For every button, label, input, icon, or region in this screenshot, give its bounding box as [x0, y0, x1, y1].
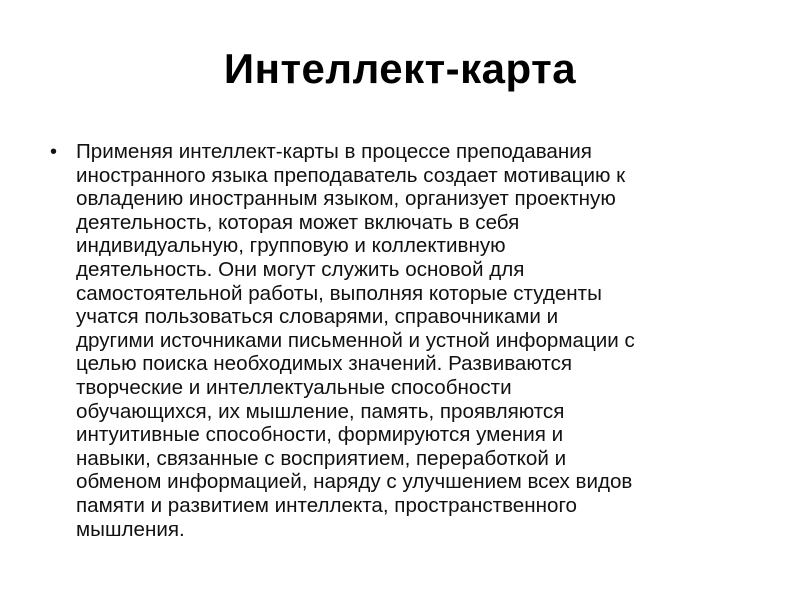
text-line: творческие и интеллектуальные способности [76, 375, 512, 399]
bullet-marker: • [50, 141, 58, 163]
text-line: иностранного языка преподаватель создает мотивацию к [76, 163, 626, 187]
bullet-item [48, 140, 760, 541]
slide-title: Интеллект-карта [223, 45, 577, 92]
bullet-list [48, 140, 760, 541]
text-line: учатся пользоваться словарями, справочниками и [76, 305, 559, 329]
text-line: интуитивные способности, формируются умения и [76, 423, 564, 447]
text-line: индивидуальную, групповую и коллективную [76, 234, 506, 258]
text-line: обучающихся, их мышление, память, проявляются [76, 399, 565, 423]
text-line: целью поиска необходимых значений. Развиваются [76, 352, 573, 376]
text-line: деятельность. Они могут служить основой для [76, 257, 525, 281]
text-line: Применяя интеллект-карты в процессе преподавания [76, 140, 592, 163]
text-line: навыки, связанные с восприятием, переработкой и [76, 446, 567, 470]
text-line: обменом информацией, наряду с улучшением всех видов [76, 470, 633, 494]
bullet-text [76, 140, 760, 541]
text-line: мышления. [76, 517, 185, 541]
text-line: овладению иностранным языком, организует проектную [76, 187, 616, 211]
text-line: самостоятельной работы, выполняя которые студенты [76, 281, 602, 305]
text-line: деятельность, которая может включать в себя [76, 210, 520, 234]
text-line: другими источниками письменной и устной информации с [76, 328, 635, 352]
text-line: памяти и развитием интеллекта, пространственного [76, 493, 577, 517]
